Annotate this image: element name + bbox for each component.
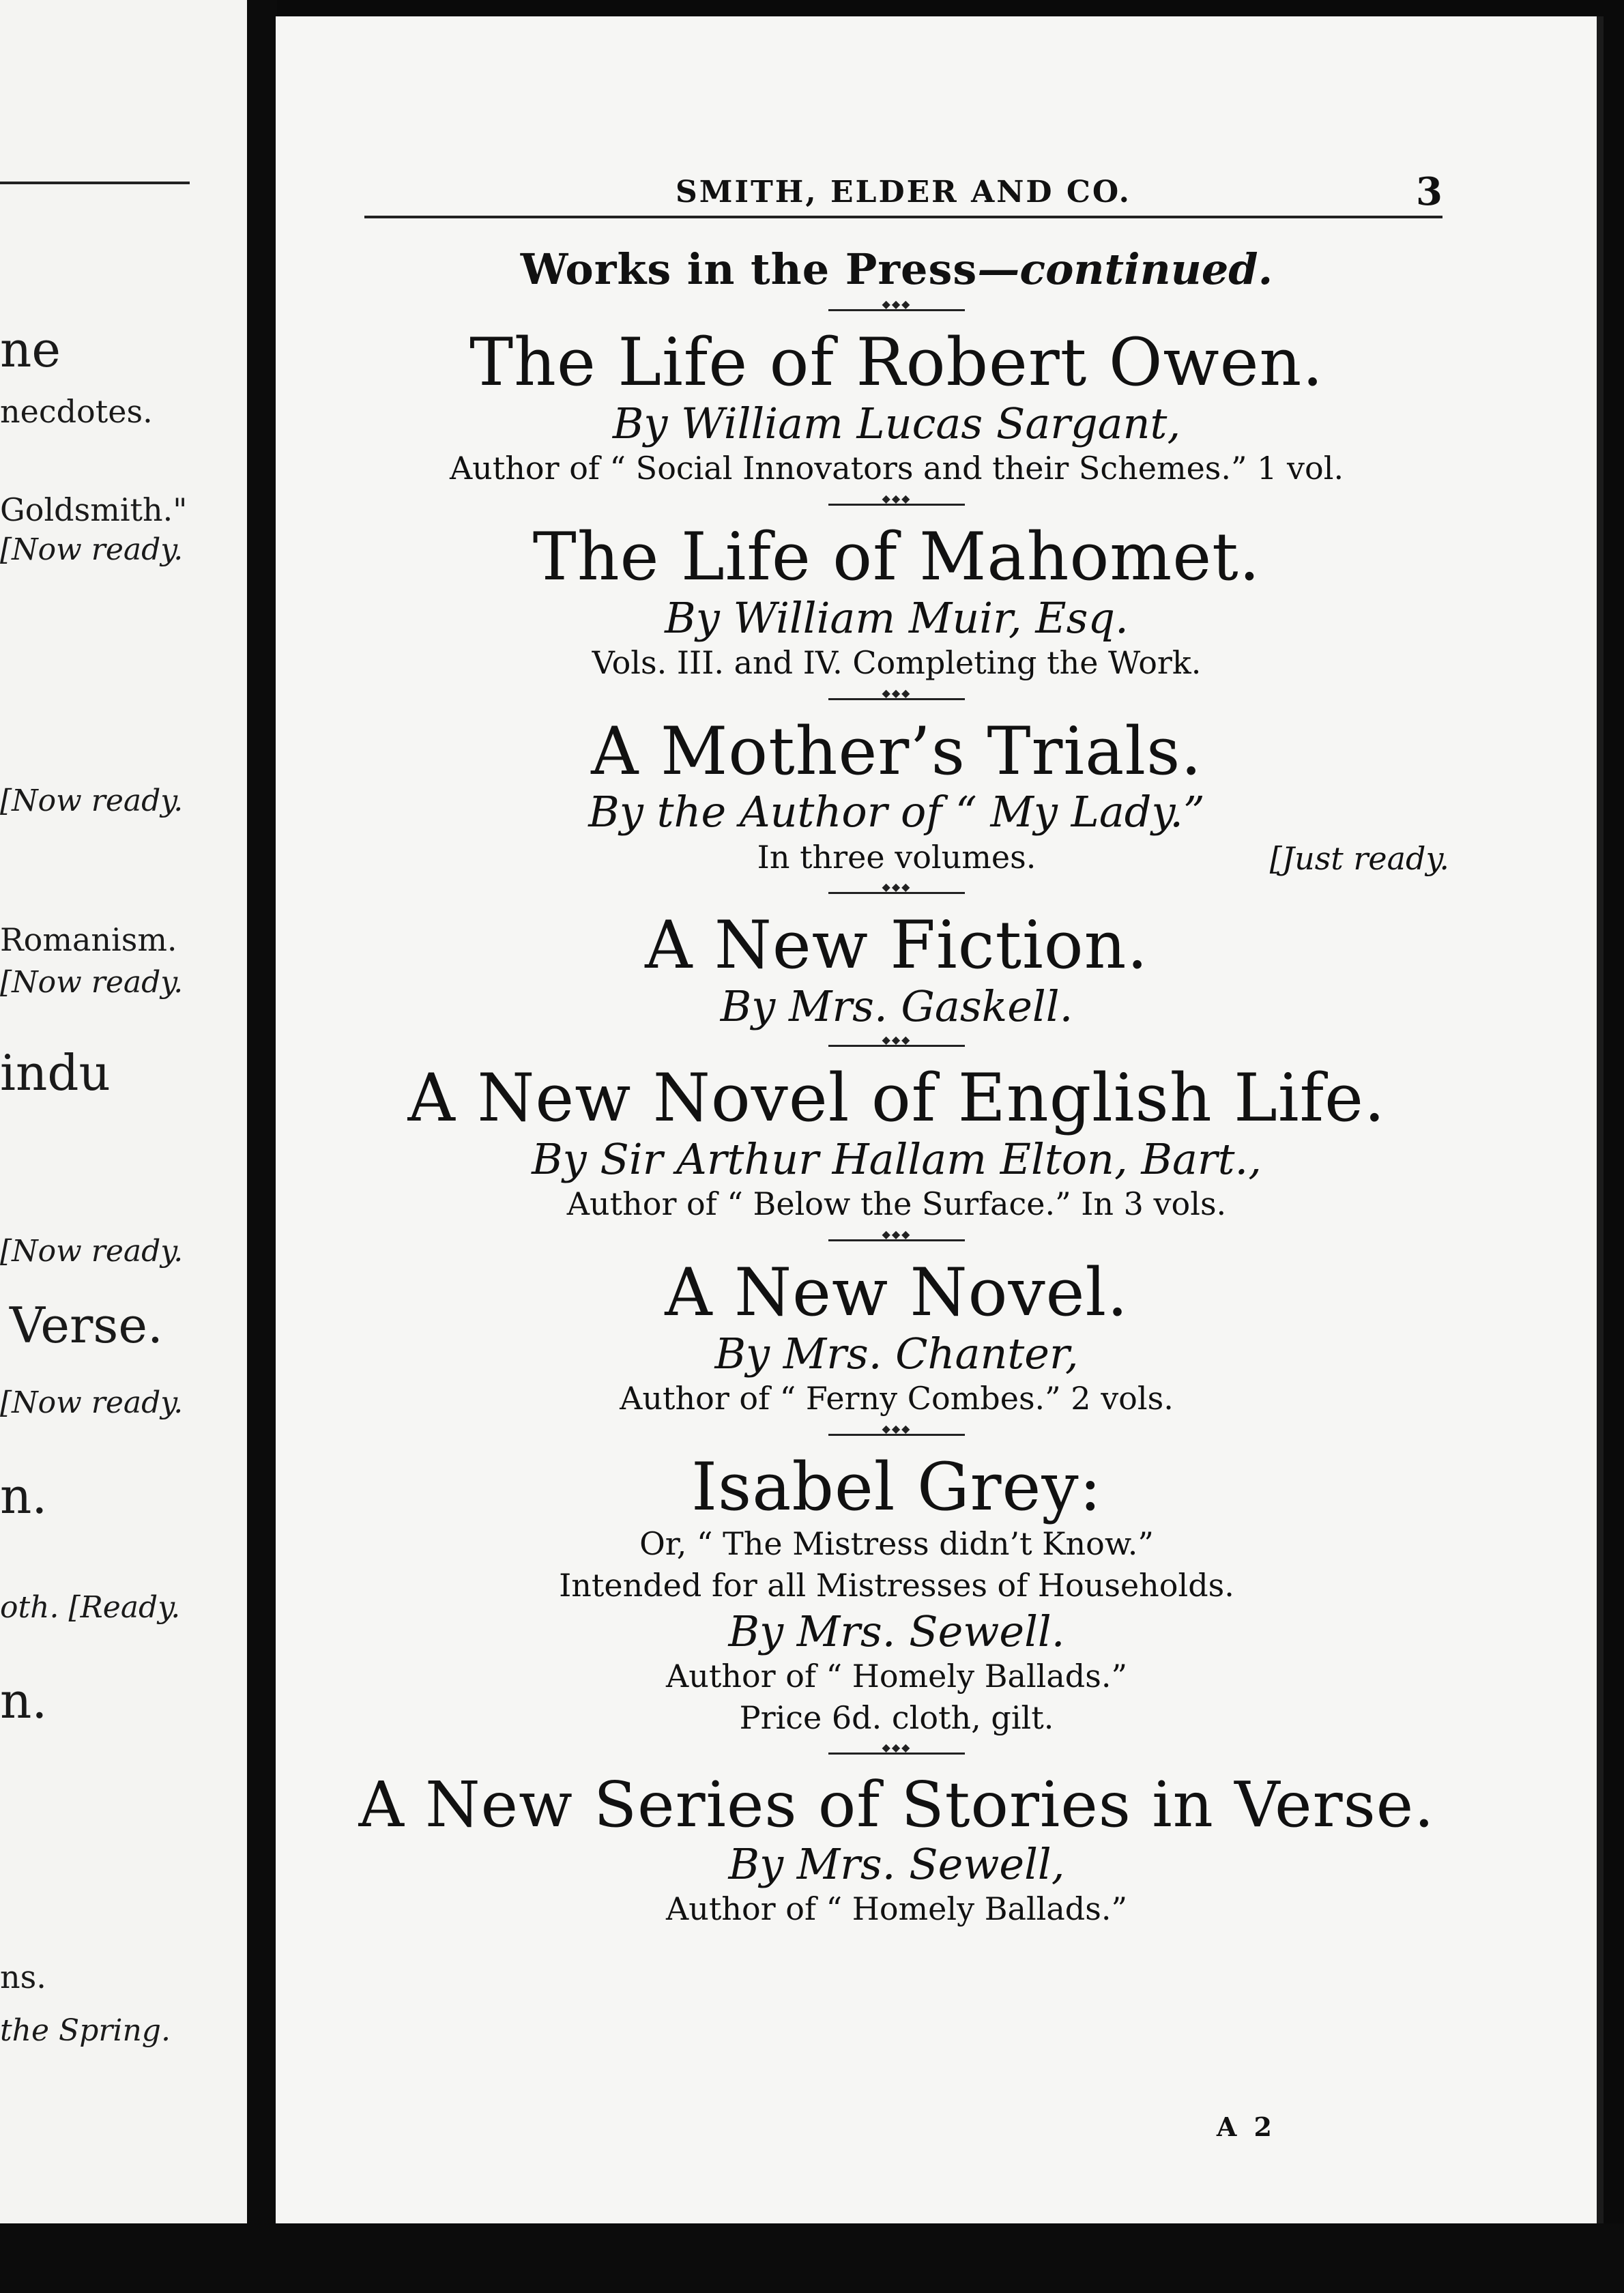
left-fragment: [Now ready. (0, 1234, 184, 1269)
work-detail: Author of “ Ferny Combes.” 2 vols. (620, 1380, 1174, 1417)
work-entry (317, 907, 1477, 1032)
work-detail: Author of “ Below the Surface.” In 3 vols. (566, 1185, 1227, 1223)
work-entry (317, 518, 1477, 683)
work-entry (317, 1254, 1477, 1419)
ornament-divider (828, 1428, 965, 1441)
left-fragment: n. (0, 1672, 48, 1729)
left-header-rule (0, 182, 190, 184)
left-fragment: n. (0, 1467, 48, 1525)
left-fragment: Verse. (10, 1297, 163, 1354)
running-head (364, 168, 1442, 218)
work-detail: Author of “ Homely Ballads.” (666, 1657, 1127, 1694)
signature-mark: A 2 (1216, 2111, 1276, 2142)
work-title: A New Fiction. (645, 907, 1148, 984)
work-detail: Author of “ Social Innovators and their Schemes.” 1 vol. (449, 449, 1344, 487)
section-title: Works in the Press (520, 244, 978, 294)
left-fragment: [Now ready. (0, 1385, 184, 1420)
left-fragment: indu (0, 1044, 111, 1101)
work-title: The Life of Robert Owen. (469, 324, 1324, 401)
section-continued: —continued. (977, 244, 1273, 294)
work-author: By Mrs. Gaskell. (720, 981, 1073, 1032)
left-fragment: [Now ready. (0, 532, 184, 567)
work-author: By Mrs. Sewell, (728, 1838, 1065, 1889)
availability-note: [Just ready. (1269, 839, 1449, 877)
work-entry (317, 324, 1477, 489)
left-fragment: oth. [Ready. (0, 1590, 181, 1625)
work-author: By the Author of “ My Lady.” (588, 787, 1205, 837)
work-detail: Vols. III. and IV. Completing the Work. (592, 644, 1202, 681)
ornament-divider (828, 1747, 965, 1759)
scan-background (0, 2223, 1624, 2293)
work-subtitle: Or, “ The Mistress didn’t Know.” (639, 1525, 1154, 1562)
left-fragment: the Spring. (0, 2013, 171, 2048)
work-entry (317, 1768, 1477, 1929)
work-subtitle: Intended for all Mistresses of Households. (559, 1566, 1234, 1604)
book-gutter (247, 0, 277, 2293)
left-fragment: necdotes. (0, 393, 153, 430)
work-title: A New Novel. (665, 1254, 1129, 1331)
work-entry (317, 1060, 1477, 1224)
ornament-divider (828, 1234, 965, 1246)
work-price: Price 6d. cloth, gilt. (739, 1699, 1054, 1736)
left-fragment: ne (0, 321, 61, 378)
left-fragment: Goldsmith." (0, 491, 188, 528)
work-title: A New Novel of English Life. (407, 1060, 1386, 1137)
page-content (317, 235, 1477, 1929)
work-title: Isabel Grey: (691, 1449, 1102, 1525)
ornament-divider (828, 886, 965, 899)
work-author: By Sir Arthur Hallam Elton, Bart., (532, 1134, 1262, 1185)
running-title: SMITH, ELDER AND CO. (676, 175, 1131, 210)
left-page-fragment (0, 0, 251, 2223)
work-entry (317, 1449, 1477, 1737)
ornament-divider (828, 1039, 965, 1052)
work-title: A Mother’s Trials. (591, 712, 1202, 790)
work-entry (317, 712, 1477, 878)
left-fragment: [Now ready. (0, 965, 184, 1000)
left-fragment: ns. (0, 1959, 46, 1995)
work-author: By William Lucas Sargant, (612, 398, 1181, 448)
work-detail: In three volumes. (757, 838, 1036, 876)
work-author: By William Muir, Esq. (665, 592, 1129, 643)
left-fragment: Romanism. (0, 921, 177, 958)
work-detail: Author of “ Homely Ballads.” (666, 1890, 1127, 1928)
work-title: The Life of Mahomet. (532, 518, 1261, 595)
ornament-divider (828, 304, 965, 316)
right-page (276, 16, 1604, 2234)
work-author: By Mrs. Chanter, (714, 1328, 1079, 1379)
work-title: A New Series of Stories in Verse. (358, 1768, 1435, 1842)
ornament-divider (828, 693, 965, 705)
section-heading (317, 244, 1477, 294)
left-fragment: [Now ready. (0, 783, 184, 818)
work-author: By Mrs. Sewell. (728, 1606, 1065, 1656)
page-number: 3 (1416, 169, 1442, 214)
work-detail-row (317, 837, 1477, 878)
ornament-divider (828, 498, 965, 510)
